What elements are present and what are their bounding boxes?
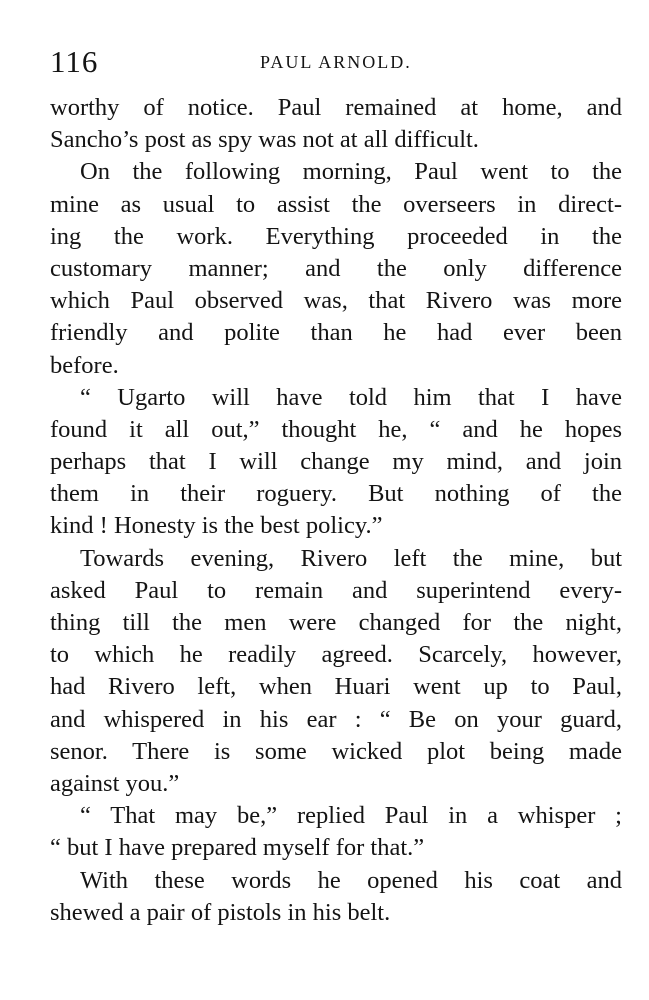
text-line: perhaps that I will change my mind, and join <box>50 448 622 476</box>
text-line: found it all out,” thought he, “ and he hopes <box>50 415 622 443</box>
text-line: thing till the men were changed for the night, <box>50 609 622 636</box>
page-header <box>50 44 610 80</box>
running-head: PAUL ARNOLD. <box>260 52 412 72</box>
text-line: ing the work. Everything proceeded in the <box>50 222 622 250</box>
text-line: before. <box>50 351 119 379</box>
text-line: mine as usual to assist the overseers in direct- <box>50 190 622 218</box>
text-line: Sancho’s post as spy was not at all difficult. <box>50 126 479 154</box>
text-line: senor. There is some wicked plot being made <box>50 737 622 765</box>
text-line: asked Paul to remain and superintend every- <box>50 576 622 604</box>
text-line: worthy of notice. Paul remained at home, and <box>50 94 622 121</box>
text-line: which Paul observed was, that Rivero was more <box>50 287 622 315</box>
text-line: to which he readily agreed. Scarcely, however, <box>50 641 622 669</box>
body-text <box>50 92 622 929</box>
text-line: against you.” <box>50 769 180 797</box>
text-line: “ That may be,” replied Paul in a whisper ; <box>80 802 622 830</box>
text-line: “ but I have prepared myself for that.” <box>50 834 425 862</box>
text-line: kind ! Honesty is the best policy.” <box>50 512 383 540</box>
text-line: “ Ugarto will have told him that I have <box>80 383 622 411</box>
text-line: shewed a pair of pistols in his belt. <box>50 898 391 926</box>
page-number: 116 <box>50 44 99 79</box>
text-line: them in their roguery. But nothing of the <box>50 480 622 508</box>
text-line: Towards evening, Rivero left the mine, but <box>80 544 622 572</box>
text-line: With these words he opened his coat and <box>80 866 622 894</box>
text-line: customary manner; and the only difference <box>50 254 622 282</box>
text-line: and whispered in his ear : “ Be on your guard, <box>50 705 622 733</box>
text-line: friendly and polite than he had ever been <box>50 319 622 347</box>
text-line: On the following morning, Paul went to the <box>80 158 622 186</box>
text-line: had Rivero left, when Huari went up to Paul, <box>50 673 622 701</box>
